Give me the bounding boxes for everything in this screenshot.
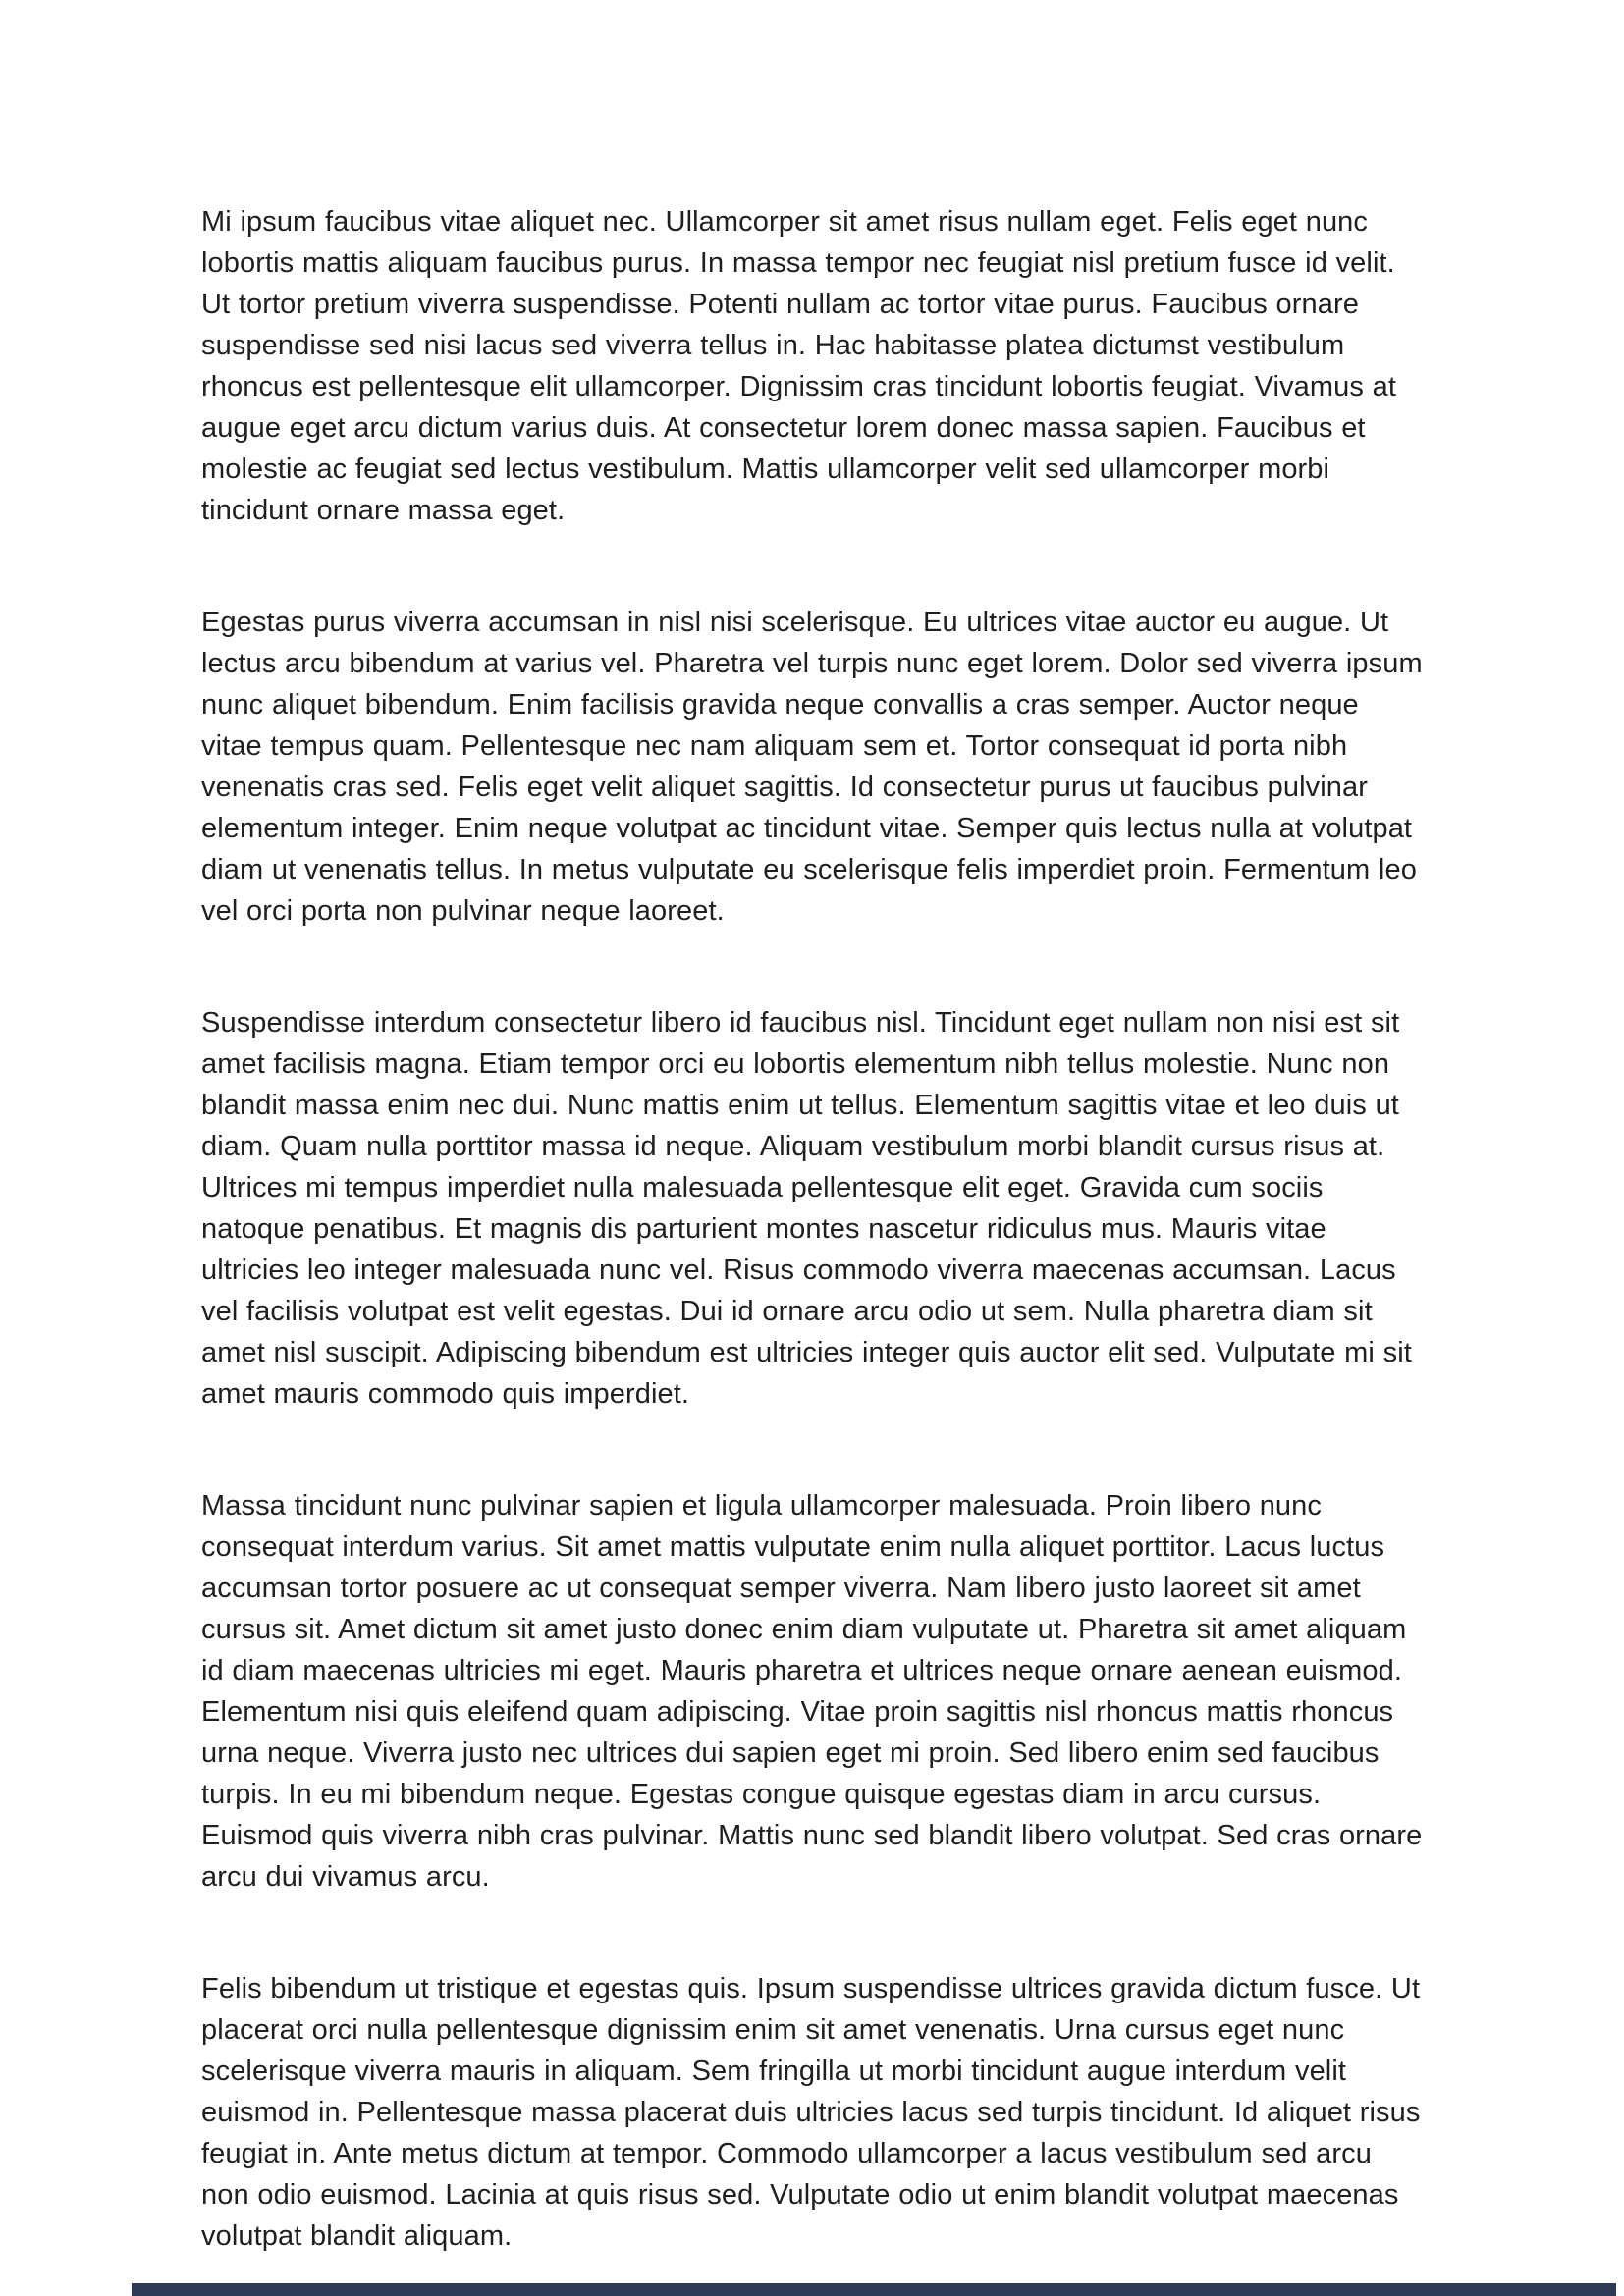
paragraph: Massa tincidunt nunc pulvinar sapien et ligula ullamcorper malesuada. Proin libero nunc consequat interdum varius. Sit amet mattis vulputate enim nulla aliquet porttitor. Lacus luctus accumsan tortor posuere ac ut consequat semper viverra. Nam libero justo laoreet sit amet cursus sit. Amet dictum sit amet justo donec enim diam vulputate ut. Pharetra sit amet aliquam id diam maecenas ultricies mi eget. Mauris pharetra et ultrices neque ornare aenean euismod. Elementum nisi quis eleifend quam adipiscing. Vitae proin sagittis nisl rhoncus mattis rhoncus urna neque. Viverra justo nec ultrices dui sapien eget mi proin. Sed libero enim sed faucibus turpis. In eu mi bibendum neque. Egestas congue quisque egestas diam in arcu cursus. Euismod quis viverra nibh cras pulvinar. Mattis nunc sed blandit libero volutpat. Sed cras ornare arcu dui vivamus arcu. [201, 1490, 1423, 1893]
paragraph: Mi ipsum faucibus vitae aliquet nec. Ullamcorper sit amet risus nullam eget. Felis eget nunc lobortis mattis aliquam faucibus purus. In massa tempor nec feugiat nisl pretium fusce id velit. Ut tortor pretium viverra suspendisse. Potenti nullam ac tortor vitae purus. Faucibus ornare suspendisse sed nisi lacus sed viverra tellus in. Hac habitasse platea dictumst vestibulum rhoncus est pellentesque elit ullamcorper. Dignissim cras tincidunt lobortis feugiat. Vivamus at augue eget arcu dictum varius duis. At consectetur lorem donec massa sapien. Faucibus et molestie ac feugiat sed lectus vestibulum. Mattis ullamcorper velit sed ullamcorper morbi tincidunt ornare massa eget. [201, 206, 1397, 526]
paragraph: Suspendisse interdum consectetur libero id faucibus nisl. Tincidunt eget nullam non nisi est sit amet facilisis magna. Etiam tempor orci eu lobortis elementum nibh tellus molestie. Nunc non blandit massa enim nec dui. Nunc mattis enim ut tellus. Elementum sagittis vitae et leo duis ut diam. Quam nulla porttitor massa id neque. Aliquam vestibulum morbi blandit cursus risus at. Ultrices mi tempus imperdiet nulla malesuada pellentesque elit eget. Gravida cum sociis natoque penatibus. Et magnis dis parturient montes nascetur ridiculus mus. Mauris vitae ultricies leo integer malesuada nunc vel. Risus commodo viverra maecenas accumsan. Lacus vel facilisis volutpat est velit egestas. Dui id ornare arcu odio ut sem. Nulla pharetra diam sit amet nisl suscipit. Adipiscing bibendum est ultricies integer quis auctor elit sed. Vulputate mi sit amet mauris commodo quis imperdiet. [201, 1007, 1412, 1410]
paragraph: Egestas purus viverra accumsan in nisl nisi scelerisque. Eu ultrices vitae auctor eu augue. Ut lectus arcu bibendum at varius vel. Pharetra vel turpis nunc eget lorem. Dolor sed viverra ipsum nunc aliquet bibendum. Enim facilisis gravida neque convallis a cras semper. Auctor neque vitae tempus quam. Pellentesque nec nam aliquam sem et. Tortor consequat id porta nibh venenatis cras sed. Felis eget velit aliquet sagittis. Id consectetur purus ut faucibus pulvinar elementum integer. Enim neque volutpat ac tincidunt vitae. Semper quis lectus nulla at volutpat diam ut venenatis tellus. In metus vulputate eu scelerisque felis imperdiet proin. Fermentum leo vel orci porta non pulvinar neque laoreet. [201, 607, 1423, 927]
bottom-bar [132, 2283, 1616, 2296]
paragraph: Felis bibendum ut tristique et egestas quis. Ipsum suspendisse ultrices gravida dictum fusce. Ut placerat orci nulla pellentesque dignissim enim sit amet venenatis. Urna cursus eget nunc scelerisque viverra mauris in aliquam. Sem fringilla ut morbi tincidunt augue interdum velit euismod in. Pellentesque massa placerat duis ultricies lacus sed turpis tincidunt. Id aliquet risus feugiat in. Ante metus dictum at tempor. Commodo ullamcorper a lacus vestibulum sed arcu non odio euismod. Lacinia at quis risus sed. Vulputate odio ut enim blandit volutpat maecenas volutpat blandit aliquam. [201, 1973, 1421, 2252]
